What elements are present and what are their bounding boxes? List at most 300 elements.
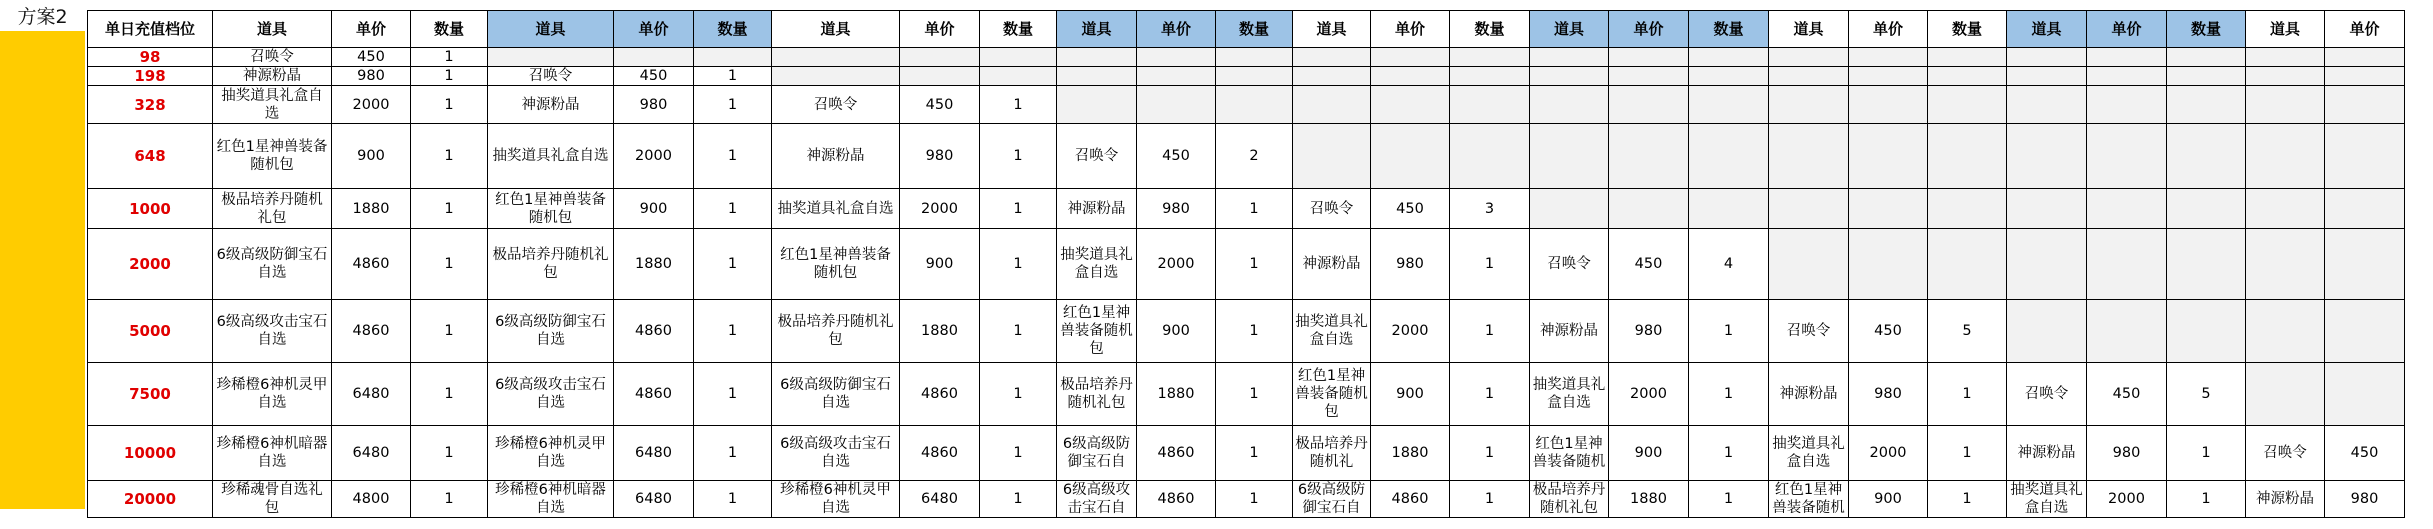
item-qty: 1 xyxy=(1216,189,1293,229)
empty-cell xyxy=(2246,67,2325,86)
item-price: 2000 xyxy=(900,189,980,229)
table-row xyxy=(88,363,2405,426)
item-name: 神源粉晶 xyxy=(1057,189,1137,229)
empty-cell xyxy=(2167,229,2246,300)
item-name: 抽奖道具礼盒自选 xyxy=(1769,426,1849,481)
empty-cell xyxy=(1609,48,1689,67)
empty-cell xyxy=(980,48,1057,67)
table-row xyxy=(88,189,2405,229)
item-qty: 1 xyxy=(1216,229,1293,300)
empty-cell xyxy=(2167,67,2246,86)
header-qty: 数量 xyxy=(1216,11,1293,48)
item-price: 1880 xyxy=(1371,426,1450,481)
table-row xyxy=(88,229,2405,300)
empty-cell xyxy=(1769,124,1849,189)
empty-cell xyxy=(1293,48,1371,67)
empty-cell xyxy=(1769,229,1849,300)
item-name: 抽奖道具礼盒自选 xyxy=(213,86,332,124)
empty-cell xyxy=(2246,300,2325,363)
item-qty: 1 xyxy=(694,124,772,189)
item-price: 1880 xyxy=(332,189,411,229)
empty-cell xyxy=(1769,86,1849,124)
item-qty: 1 xyxy=(411,426,488,481)
item-qty: 5 xyxy=(1928,300,2007,363)
item-price: 1880 xyxy=(1609,481,1689,518)
item-qty: 1 xyxy=(411,67,488,86)
item-name: 珍稀橙6神机暗器自选 xyxy=(488,481,614,518)
header-price: 单价 xyxy=(1371,11,1450,48)
item-price: 450 xyxy=(1137,124,1216,189)
item-qty: 1 xyxy=(1689,300,1769,363)
empty-cell xyxy=(2325,189,2405,229)
empty-cell xyxy=(1450,48,1530,67)
item-name: 极品培养丹随机礼包 xyxy=(213,189,332,229)
item-qty: 1 xyxy=(980,300,1057,363)
empty-cell xyxy=(1769,48,1849,67)
header-row xyxy=(88,11,2405,48)
empty-cell xyxy=(980,67,1057,86)
item-qty: 2 xyxy=(1216,124,1293,189)
empty-cell xyxy=(2087,229,2167,300)
empty-cell xyxy=(900,48,980,67)
item-qty: 1 xyxy=(411,189,488,229)
empty-cell xyxy=(2167,86,2246,124)
empty-cell xyxy=(1849,189,1928,229)
item-price: 900 xyxy=(900,229,980,300)
empty-cell xyxy=(1137,67,1216,86)
item-qty: 1 xyxy=(1689,481,1769,518)
item-price: 2000 xyxy=(614,124,694,189)
header-item: 道具 xyxy=(2007,11,2087,48)
item-name: 6级高级防御宝石自 xyxy=(1293,481,1371,518)
empty-cell xyxy=(2246,363,2325,426)
item-price: 450 xyxy=(2325,426,2405,481)
header-item: 道具 xyxy=(1057,11,1137,48)
empty-cell xyxy=(2007,86,2087,124)
empty-cell xyxy=(2007,48,2087,67)
header-qty: 数量 xyxy=(1450,11,1530,48)
item-qty: 1 xyxy=(1216,481,1293,518)
item-name: 极品培养丹随机礼包 xyxy=(772,300,900,363)
item-qty: 1 xyxy=(1450,229,1530,300)
header-qty: 数量 xyxy=(694,11,772,48)
empty-cell xyxy=(1928,48,2007,67)
item-qty: 1 xyxy=(980,363,1057,426)
empty-cell xyxy=(2246,189,2325,229)
item-price: 2000 xyxy=(332,86,411,124)
item-name: 6级高级攻击宝石自选 xyxy=(772,426,900,481)
item-name: 红色1星神兽装备随机 xyxy=(1769,481,1849,518)
empty-cell xyxy=(2167,300,2246,363)
item-price: 4860 xyxy=(614,363,694,426)
item-price: 980 xyxy=(2087,426,2167,481)
item-name: 极品培养丹随机礼包 xyxy=(488,229,614,300)
item-price: 450 xyxy=(2087,363,2167,426)
item-qty: 1 xyxy=(411,229,488,300)
empty-cell xyxy=(1450,67,1530,86)
item-name: 抽奖道具礼盒自选 xyxy=(488,124,614,189)
empty-cell xyxy=(2167,124,2246,189)
tier-amount: 10000 xyxy=(88,426,213,481)
item-qty: 1 xyxy=(1450,363,1530,426)
item-name: 召唤令 xyxy=(1293,189,1371,229)
header-item: 道具 xyxy=(1530,11,1609,48)
item-qty: 1 xyxy=(1689,363,1769,426)
item-price: 980 xyxy=(1371,229,1450,300)
empty-cell xyxy=(2325,124,2405,189)
item-qty: 1 xyxy=(694,300,772,363)
empty-cell xyxy=(2087,189,2167,229)
item-price: 450 xyxy=(900,86,980,124)
empty-cell xyxy=(1293,67,1371,86)
empty-cell xyxy=(1293,124,1371,189)
item-price: 2000 xyxy=(1137,229,1216,300)
item-price: 6480 xyxy=(900,481,980,518)
empty-cell xyxy=(1609,67,1689,86)
header-item: 道具 xyxy=(213,11,332,48)
empty-cell xyxy=(694,48,772,67)
empty-cell xyxy=(2246,229,2325,300)
item-qty: 1 xyxy=(1450,300,1530,363)
item-name: 6级高级攻击宝石自选 xyxy=(213,300,332,363)
tier-amount: 7500 xyxy=(88,363,213,426)
item-name: 极品培养丹随机礼包 xyxy=(1530,481,1609,518)
item-price: 4860 xyxy=(1137,481,1216,518)
item-name: 神源粉晶 xyxy=(772,124,900,189)
empty-cell xyxy=(1769,189,1849,229)
empty-cell xyxy=(2007,300,2087,363)
header-qty: 数量 xyxy=(1689,11,1769,48)
empty-cell xyxy=(1928,229,2007,300)
empty-cell xyxy=(1450,86,1530,124)
item-name: 抽奖道具礼盒自选 xyxy=(772,189,900,229)
empty-cell xyxy=(1849,48,1928,67)
item-price: 2000 xyxy=(1609,363,1689,426)
item-name: 神源粉晶 xyxy=(1530,300,1609,363)
item-name: 6级高级防御宝石自选 xyxy=(488,300,614,363)
empty-cell xyxy=(2167,189,2246,229)
empty-cell xyxy=(1530,48,1609,67)
header-item: 道具 xyxy=(772,11,900,48)
item-qty: 3 xyxy=(1450,189,1530,229)
item-name: 红色1星神兽装备随机包 xyxy=(488,189,614,229)
header-item: 道具 xyxy=(488,11,614,48)
empty-cell xyxy=(1849,67,1928,86)
header-price: 单价 xyxy=(1849,11,1928,48)
tier-amount: 20000 xyxy=(88,481,213,518)
item-name: 珍稀魂骨自选礼包 xyxy=(213,481,332,518)
empty-cell xyxy=(1609,86,1689,124)
item-name: 神源粉晶 xyxy=(1769,363,1849,426)
item-price: 900 xyxy=(332,124,411,189)
item-name: 神源粉晶 xyxy=(2007,426,2087,481)
plan-label: 方案2 xyxy=(0,0,85,31)
item-name: 红色1星神兽装备随机包 xyxy=(213,124,332,189)
empty-cell xyxy=(2087,300,2167,363)
item-name: 珍稀橙6神机暗器自选 xyxy=(213,426,332,481)
item-price: 1880 xyxy=(1137,363,1216,426)
empty-cell xyxy=(2325,300,2405,363)
item-qty: 1 xyxy=(980,426,1057,481)
item-price: 1880 xyxy=(900,300,980,363)
item-qty: 1 xyxy=(694,426,772,481)
header-price: 单价 xyxy=(1609,11,1689,48)
item-qty: 1 xyxy=(2167,481,2246,518)
empty-cell xyxy=(2087,86,2167,124)
item-name: 6级高级攻击宝石自 xyxy=(1057,481,1137,518)
header-qty: 数量 xyxy=(1928,11,2007,48)
empty-cell xyxy=(1530,86,1609,124)
table-row xyxy=(88,48,2405,67)
item-price: 2000 xyxy=(1849,426,1928,481)
empty-cell xyxy=(1057,67,1137,86)
empty-cell xyxy=(1530,67,1609,86)
empty-cell xyxy=(2007,124,2087,189)
item-price: 2000 xyxy=(2087,481,2167,518)
empty-cell xyxy=(1609,189,1689,229)
item-qty: 1 xyxy=(411,363,488,426)
item-qty: 1 xyxy=(1689,426,1769,481)
empty-cell xyxy=(1689,189,1769,229)
empty-cell xyxy=(1216,86,1293,124)
item-qty: 1 xyxy=(411,481,488,518)
item-price: 6480 xyxy=(332,363,411,426)
item-qty: 1 xyxy=(694,86,772,124)
item-name: 极品培养丹随机礼包 xyxy=(1057,363,1137,426)
item-qty: 1 xyxy=(980,86,1057,124)
item-qty: 1 xyxy=(1450,481,1530,518)
tier-amount: 328 xyxy=(88,86,213,124)
header-price: 单价 xyxy=(614,11,694,48)
item-name: 神源粉晶 xyxy=(213,67,332,86)
empty-cell xyxy=(2246,86,2325,124)
item-qty: 1 xyxy=(694,481,772,518)
header-item: 道具 xyxy=(1769,11,1849,48)
empty-cell xyxy=(2167,48,2246,67)
empty-cell xyxy=(772,48,900,67)
item-name: 抽奖道具礼盒自选 xyxy=(1530,363,1609,426)
empty-cell xyxy=(900,67,980,86)
header-price: 单价 xyxy=(332,11,411,48)
empty-cell xyxy=(1137,48,1216,67)
item-qty: 1 xyxy=(1928,363,2007,426)
item-name: 6级高级防御宝石自选 xyxy=(772,363,900,426)
table-row xyxy=(88,124,2405,189)
empty-cell xyxy=(488,48,614,67)
empty-cell xyxy=(772,67,900,86)
item-name: 红色1星神兽装备随机包 xyxy=(772,229,900,300)
empty-cell xyxy=(1137,86,1216,124)
header-qty: 数量 xyxy=(2167,11,2246,48)
item-qty: 1 xyxy=(1928,426,2007,481)
item-qty: 1 xyxy=(694,67,772,86)
item-name: 红色1星神兽装备随机包 xyxy=(1057,300,1137,363)
item-qty: 1 xyxy=(1450,426,1530,481)
header-price: 单价 xyxy=(1137,11,1216,48)
item-name: 召唤令 xyxy=(213,48,332,67)
item-name: 6级高级防御宝石自 xyxy=(1057,426,1137,481)
item-name: 珍稀橙6神机灵甲自选 xyxy=(772,481,900,518)
item-qty: 1 xyxy=(980,481,1057,518)
empty-cell xyxy=(2325,363,2405,426)
item-price: 2000 xyxy=(1371,300,1450,363)
item-qty: 1 xyxy=(980,124,1057,189)
header-tier: 单日充值档位 xyxy=(88,11,213,48)
item-price: 980 xyxy=(900,124,980,189)
empty-cell xyxy=(1928,67,2007,86)
item-price: 1880 xyxy=(614,229,694,300)
table-row xyxy=(88,481,2405,518)
empty-cell xyxy=(614,48,694,67)
item-name: 极品培养丹随机礼 xyxy=(1293,426,1371,481)
empty-cell xyxy=(1689,67,1769,86)
empty-cell xyxy=(2246,48,2325,67)
item-qty: 5 xyxy=(2167,363,2246,426)
tier-amount: 198 xyxy=(88,67,213,86)
item-price: 980 xyxy=(1609,300,1689,363)
table-row xyxy=(88,426,2405,481)
item-qty: 1 xyxy=(411,124,488,189)
empty-cell xyxy=(1371,86,1450,124)
item-price: 900 xyxy=(1849,481,1928,518)
item-name: 6级高级攻击宝石自选 xyxy=(488,363,614,426)
item-price: 900 xyxy=(1371,363,1450,426)
header-price: 单价 xyxy=(2087,11,2167,48)
item-price: 900 xyxy=(614,189,694,229)
item-price: 900 xyxy=(1609,426,1689,481)
empty-cell xyxy=(1928,189,2007,229)
item-qty: 1 xyxy=(411,86,488,124)
empty-cell xyxy=(1689,48,1769,67)
item-name: 抽奖道具礼盒自选 xyxy=(2007,481,2087,518)
item-price: 4860 xyxy=(332,229,411,300)
empty-cell xyxy=(2325,48,2405,67)
item-name: 6级高级防御宝石自选 xyxy=(213,229,332,300)
item-price: 450 xyxy=(1609,229,1689,300)
item-name: 红色1星神兽装备随机 xyxy=(1530,426,1609,481)
tier-amount: 98 xyxy=(88,48,213,67)
header-price: 单价 xyxy=(900,11,980,48)
empty-cell xyxy=(2007,67,2087,86)
item-price: 6480 xyxy=(614,481,694,518)
item-price: 4800 xyxy=(332,481,411,518)
tier-amount: 648 xyxy=(88,124,213,189)
item-price: 980 xyxy=(614,86,694,124)
empty-cell xyxy=(2007,189,2087,229)
empty-cell xyxy=(1371,48,1450,67)
empty-cell xyxy=(1689,86,1769,124)
item-price: 4860 xyxy=(1137,426,1216,481)
empty-cell xyxy=(2087,48,2167,67)
empty-cell xyxy=(2087,67,2167,86)
empty-cell xyxy=(1216,48,1293,67)
item-qty: 1 xyxy=(1216,363,1293,426)
item-name: 召唤令 xyxy=(1769,300,1849,363)
empty-cell xyxy=(1216,67,1293,86)
empty-cell xyxy=(1609,124,1689,189)
header-qty: 数量 xyxy=(411,11,488,48)
tier-amount: 5000 xyxy=(88,300,213,363)
item-name: 抽奖道具礼盒自选 xyxy=(1293,300,1371,363)
item-qty: 1 xyxy=(1216,300,1293,363)
item-name: 抽奖道具礼盒自选 xyxy=(1057,229,1137,300)
item-price: 450 xyxy=(1849,300,1928,363)
empty-cell xyxy=(1371,67,1450,86)
table-row xyxy=(88,86,2405,124)
item-price: 980 xyxy=(1137,189,1216,229)
table-row xyxy=(88,67,2405,86)
empty-cell xyxy=(1371,124,1450,189)
item-name: 珍稀橙6神机灵甲自选 xyxy=(213,363,332,426)
empty-cell xyxy=(1849,124,1928,189)
empty-cell xyxy=(1769,67,1849,86)
tier-amount: 1000 xyxy=(88,189,213,229)
item-price: 4860 xyxy=(614,300,694,363)
table-row xyxy=(88,300,2405,363)
empty-cell xyxy=(1928,86,2007,124)
item-name: 红色1星神兽装备随机包 xyxy=(1293,363,1371,426)
empty-cell xyxy=(1849,229,1928,300)
empty-cell xyxy=(1689,124,1769,189)
item-qty: 1 xyxy=(411,300,488,363)
item-name: 召唤令 xyxy=(772,86,900,124)
item-price: 450 xyxy=(1371,189,1450,229)
item-name: 召唤令 xyxy=(1057,124,1137,189)
empty-cell xyxy=(1057,86,1137,124)
item-qty: 1 xyxy=(694,363,772,426)
item-qty: 1 xyxy=(694,229,772,300)
item-name: 召唤令 xyxy=(488,67,614,86)
item-price: 4860 xyxy=(900,363,980,426)
tier-amount: 2000 xyxy=(88,229,213,300)
item-qty: 1 xyxy=(694,189,772,229)
item-price: 980 xyxy=(332,67,411,86)
item-name: 召唤令 xyxy=(1530,229,1609,300)
item-name: 神源粉晶 xyxy=(2246,481,2325,518)
item-qty: 1 xyxy=(980,229,1057,300)
item-qty: 1 xyxy=(1216,426,1293,481)
item-price: 450 xyxy=(332,48,411,67)
header-price: 单价 xyxy=(2325,11,2405,48)
plan-highlight-column xyxy=(0,31,85,509)
item-price: 4860 xyxy=(332,300,411,363)
item-price: 6480 xyxy=(332,426,411,481)
header-qty: 数量 xyxy=(980,11,1057,48)
item-name: 神源粉晶 xyxy=(488,86,614,124)
empty-cell xyxy=(1450,124,1530,189)
item-qty: 1 xyxy=(2167,426,2246,481)
header-item: 道具 xyxy=(1293,11,1371,48)
empty-cell xyxy=(2087,124,2167,189)
item-price: 980 xyxy=(2325,481,2405,518)
empty-cell xyxy=(2325,229,2405,300)
item-price: 4860 xyxy=(1371,481,1450,518)
item-price: 6480 xyxy=(614,426,694,481)
empty-cell xyxy=(2325,67,2405,86)
empty-cell xyxy=(1530,124,1609,189)
header-item: 道具 xyxy=(2246,11,2325,48)
item-name: 珍稀橙6神机灵甲自选 xyxy=(488,426,614,481)
item-qty: 4 xyxy=(1689,229,1769,300)
empty-cell xyxy=(1849,86,1928,124)
item-qty: 1 xyxy=(980,189,1057,229)
item-price: 450 xyxy=(614,67,694,86)
item-price: 900 xyxy=(1137,300,1216,363)
item-qty: 1 xyxy=(1928,481,2007,518)
item-qty: 1 xyxy=(411,48,488,67)
item-name: 召唤令 xyxy=(2246,426,2325,481)
empty-cell xyxy=(1293,86,1371,124)
